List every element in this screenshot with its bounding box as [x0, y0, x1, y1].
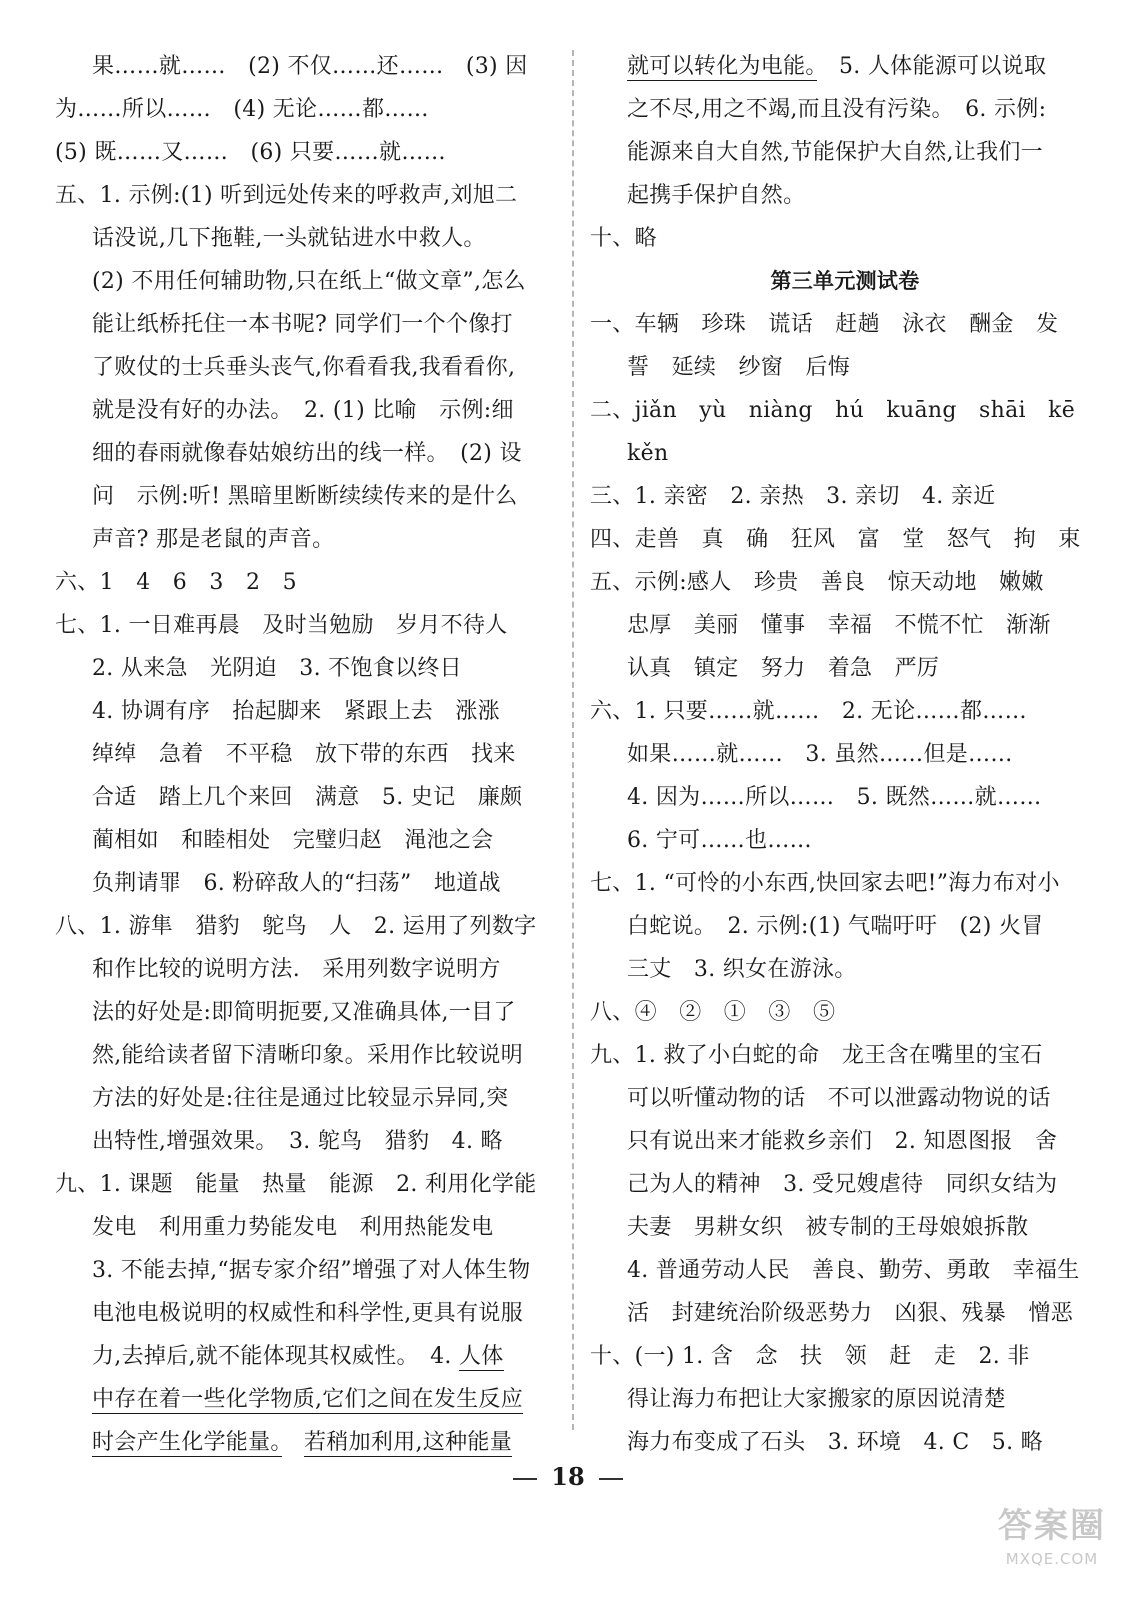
- answer-line: 然,能给读者留下清晰印象。采用作比较说明: [92, 1043, 523, 1068]
- section-eight: 八、④ ② ① ③ ⑤: [590, 1000, 836, 1025]
- section-four: 四、走兽 真 确 狂风 富 堂 怒气 拘 束: [590, 527, 1081, 552]
- section-nine-start: 九、1. 救了小白蛇的命 龙王含在嘴里的宝石: [590, 1043, 1043, 1068]
- answer-text: 力,去掉后,就不能体现其权威性。 4.: [92, 1344, 459, 1369]
- answer-line: 果……就…… (2) 不仅……还…… (3) 因: [92, 54, 528, 79]
- section-seven-start: 七、1. “可怜的小东西,快回家去吧!”海力布对小: [590, 871, 1060, 896]
- answer-line: 问 示例:听! 黑暗里断断续续传来的是什么: [92, 484, 518, 509]
- answer-line: 绰绰 急着 不平稳 放下带的东西 找来: [92, 742, 516, 767]
- left-column: [55, 45, 565, 1464]
- answer-line: 认真 镇定 努力 着急 严厉: [627, 656, 940, 681]
- answer-line: 活 封建统治阶级恶势力 凶狠、残暴 憎恶: [627, 1301, 1074, 1326]
- footer-dash-left: [513, 1478, 537, 1480]
- answer-line: 细的春雨就像春姑娘纺出的线一样。 (2) 设: [92, 441, 522, 466]
- underlined-text: 人体: [458, 1344, 504, 1369]
- answer-line: 6. 宁可……也……: [627, 828, 812, 853]
- answer-line: 声音? 那是老鼠的声音。: [92, 527, 335, 552]
- answer-line: 发电 利用重力势能发电 利用热能发电: [92, 1215, 494, 1240]
- answer-line: 3. 不能去掉,“据专家介绍”增强了对人体生物: [92, 1258, 531, 1283]
- answer-line: 之不尽,用之不竭,而且没有污染。 6. 示例:: [627, 97, 1047, 122]
- section-two-start: 二、jiǎn yù niàng hú kuāng shāi kē: [590, 398, 1076, 423]
- answer-line: 夫妻 男耕女织 被专制的王母娘娘拆散: [627, 1215, 1029, 1240]
- answer-line: 蔺相如 和睦相处 完璧归赵 渑池之会: [92, 828, 494, 853]
- page-footer: [0, 1462, 1136, 1491]
- section-one-start: 一、车辆 珍珠 谎话 赶趟 泳衣 酬金 发: [590, 312, 1059, 337]
- underlined-text: 若稍加利用,这种能量: [304, 1430, 513, 1455]
- answer-line: 能源来自大自然,节能保护大自然,让我们一: [627, 140, 1043, 165]
- watermark-url: MXQE.COM: [1005, 1550, 1099, 1568]
- answer-line: 白蛇说。 2. 示例:(1) 气喘吁吁 (2) 火冒: [627, 914, 1044, 939]
- answer-line: [55, 1421, 565, 1464]
- answer-line: 可以听懂动物的话 不可以泄露动物说的话: [627, 1086, 1051, 1111]
- answer-line: 己为人的精神 3. 受兄嫂虐待 同织女结为: [627, 1172, 1058, 1197]
- answer-line: (2) 不用任何辅助物,只在纸上“做文章”,怎么: [92, 269, 526, 294]
- answer-line: 法的好处是:即简明扼要,又准确具体,一目了: [92, 1000, 516, 1025]
- section-five-start: 五、1. 示例:(1) 听到远处传来的呼救声,刘旭二: [55, 183, 518, 208]
- answer-line: 能让纸桥托住一本书呢? 同学们一个个像打: [92, 312, 513, 337]
- section-six: 六、1 4 6 3 2 5: [55, 570, 297, 595]
- answer-line: 得让海力布把让大家搬家的原因说清楚: [627, 1387, 1007, 1412]
- answer-line: [590, 45, 1100, 88]
- answer-line: 4. 协调有序 抬起脚来 紧跟上去 涨涨: [92, 699, 500, 724]
- answer-line: [55, 1378, 565, 1421]
- answer-line: 起携手保护自然。: [627, 183, 806, 208]
- answer-line: 话没说,几下拖鞋,一头就钻进水中救人。: [92, 226, 486, 251]
- answer-line: 电池电极说明的权威性和科学性,更具有说服: [92, 1301, 523, 1326]
- answer-line: kěn: [627, 441, 669, 466]
- section-nine-start: 九、1. 课题 能量 热量 能源 2. 利用化学能: [55, 1172, 537, 1197]
- answer-line: 忠厚 美丽 懂事 幸福 不慌不忙 渐渐: [627, 613, 1051, 638]
- spacer: [282, 1430, 304, 1455]
- column-divider: [572, 50, 574, 1430]
- underlined-text: 就可以转化为电能。: [627, 54, 817, 79]
- answer-line: 合适 踏上几个来回 满意 5. 史记 廉颇: [92, 785, 523, 810]
- answer-line: 只有说出来才能救乡亲们 2. 知恩图报 舍: [627, 1129, 1058, 1154]
- underlined-text: 中存在着一些化学物质,它们之间在发生反应: [92, 1387, 523, 1412]
- answer-line: 海力布变成了石头 3. 环境 4. C 5. 略: [627, 1430, 1043, 1455]
- watermark-text: 答案圈: [998, 1506, 1106, 1546]
- underlined-text: 时会产生化学能量。: [92, 1430, 282, 1455]
- answer-line: 出特性,增强效果。 3. 鸵鸟 猎豹 4. 略: [92, 1129, 503, 1154]
- answer-line: 三丈 3. 织女在游泳。: [627, 957, 857, 982]
- section-three: 三、1. 亲密 2. 亲热 3. 亲切 4. 亲近: [590, 484, 996, 509]
- answer-line: 誓 延续 纱窗 后悔: [627, 355, 851, 380]
- answer-line: 了败仗的士兵垂头丧气,你看看我,我看看你,: [92, 355, 516, 380]
- section-six-start: 六、1. 只要……就…… 2. 无论……都……: [590, 699, 1027, 724]
- answer-line: 4. 普通劳动人民 善良、勤劳、勇敢 幸福生: [627, 1258, 1080, 1283]
- answer-line: 2. 从来急 光阴迫 3. 不饱食以终日: [92, 656, 462, 681]
- answer-line: (5) 既……又…… (6) 只要……就……: [55, 140, 446, 165]
- section-seven-start: 七、1. 一日难再晨 及时当勉励 岁月不待人: [55, 613, 508, 638]
- answer-line: 为……所以…… (4) 无论……都……: [55, 97, 429, 122]
- answer-line: 就是没有好的办法。 2. (1) 比喻 示例:细: [92, 398, 514, 423]
- answer-line: 负荆请罪 6. 粉碎敌人的“扫荡” 地道战: [92, 871, 501, 896]
- section-five-start: 五、示例:感人 珍贵 善良 惊天动地 嫩嫩: [590, 570, 1044, 595]
- right-column: [590, 45, 1100, 1464]
- page-number: 18: [551, 1462, 585, 1491]
- answer-line: [55, 1335, 565, 1378]
- answer-line: 方法的好处是:往往是通过比较显示异同,突: [92, 1086, 509, 1111]
- section-eight-start: 八、1. 游隼 猎豹 鸵鸟 人 2. 运用了列数字: [55, 914, 537, 939]
- section-ten: 十、略: [590, 226, 657, 251]
- answer-line: 4. 因为……所以…… 5. 既然……就……: [627, 785, 1042, 810]
- answer-text: 5. 人体能源可以说取: [816, 54, 1047, 79]
- watermark-logo: [992, 1505, 1112, 1583]
- answer-line: 如果……就…… 3. 虽然……但是……: [627, 742, 1013, 767]
- unit-test-title: 第三单元测试卷: [770, 269, 920, 293]
- footer-dash-right: [599, 1478, 623, 1480]
- answer-line: 和作比较的说明方法. 采用列数字说明方: [92, 957, 501, 982]
- section-ten-start: 十、(一) 1. 含 念 扶 领 赶 走 2. 非: [590, 1344, 1030, 1369]
